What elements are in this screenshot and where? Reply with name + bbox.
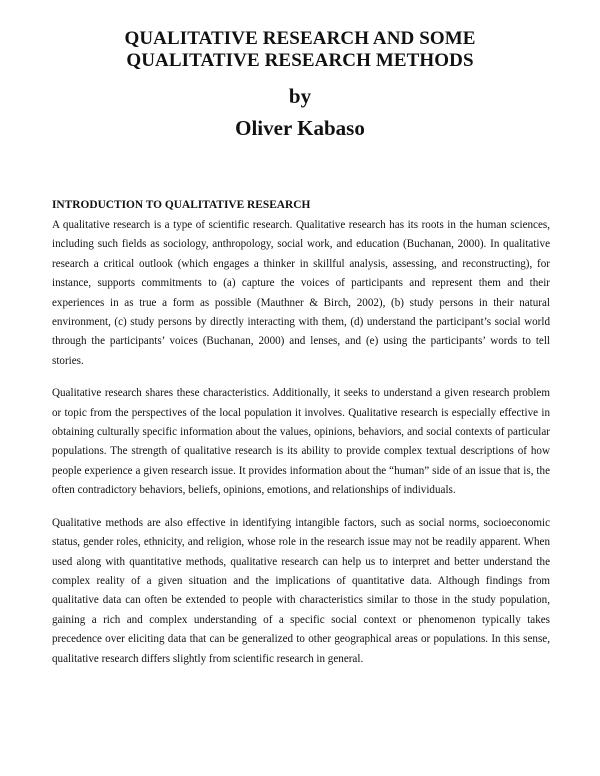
author-name: Oliver Kabaso [235,116,365,140]
byline-by: by [288,84,312,108]
paragraph-3: Qualitative methods are also effective in identifying intangible factors, such as social norms, socioeconomic status, gender roles, ethnicity, and religion, whose role in the research issue may not be readily apparent. When used along with quantitative methods, qualitative research can help us to interpret and better understand the complex reality of a given situation and the implications of quantitative data. Although findings from qualitative data can often be extended to people with characteristics similar to those in the study population, gaining a rich and complex understanding of a specific social context or phenomenon typically takes precedence over eliciting data that can be generalized to other geographical areas or populations. In this sense, qualitative research differs slightly from scientific research in general. [52,516,550,665]
paragraph-2: Qualitative research shares these characteristics. Additionally, it seeks to understand a given research problem or topic from the perspectives of the local population it involves. Qualitative research is especially effective in obtaining culturally specific information about the values, opinions, behaviors, and social contexts of particular populations. The strength of qualitative research is its ability to provide complex textual descriptions of how people experience a given research issue. It provides information about the “human” side of an issue that is, the often contradictory behaviors, beliefs, opinions, emotions, and relationships of individuals. [52,387,550,497]
document-title-line-2: QUALITATIVE RESEARCH METHODS [126,50,474,71]
title-block [0,28,600,140]
section-heading: INTRODUCTION TO QUALITATIVE RESEARCH [52,199,311,211]
paragraph-1: A qualitative research is a type of scientific research. Qualitative research has its roots in the human sciences, including such fields as sociology, anthropology, social work, and education (Buchanan, 2000). In qualitative research a critical outlook (which engages a thinker in skillful analysis, assessing, and reconstructing), for instance, supports commitments to (a) capture the voices of participants and represent them and their experiences in as true a form as possible (Mauthner & Birch, 2002), (b) study persons in their natural environment, (c) study persons by directly interacting with them, (d) understand the participant’s social world through the participants’ voices (Buchanan, 2000) and lenses, and (e) using the participants’ words to tell stories. [52,219,550,367]
document-title-line-1: QUALITATIVE RESEARCH AND SOME [124,28,476,49]
document-body [52,198,550,669]
